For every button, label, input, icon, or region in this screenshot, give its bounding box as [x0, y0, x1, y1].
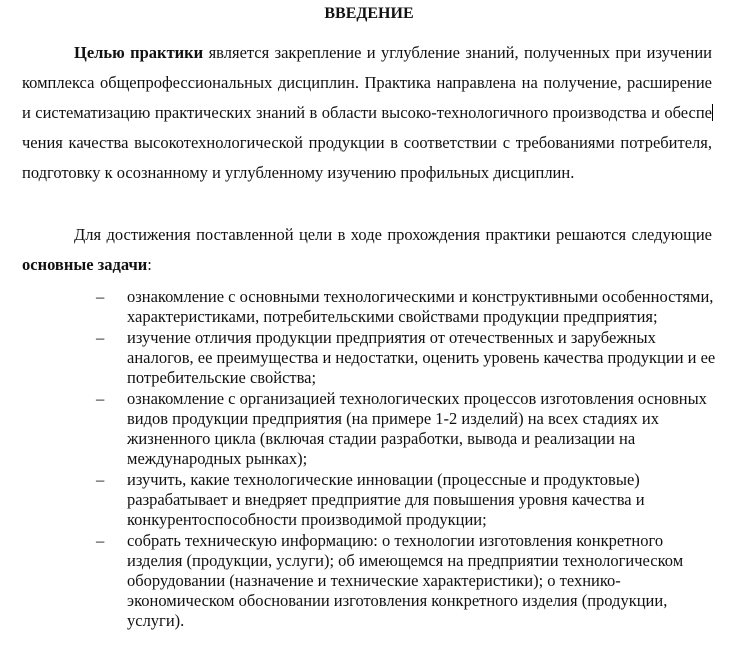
- intro-bold-lead: Целью практики: [74, 43, 204, 62]
- task-text: изучить, какие технологические инновации (процессные и продуктовые) разрабатывает и внедряет предприятие для повышения уровня качества и конкурентоспособности производимой продукции;: [127, 470, 645, 529]
- list-item[interactable]: [96, 531, 716, 631]
- list-item[interactable]: [96, 470, 716, 530]
- bullet-dash: –: [96, 470, 105, 489]
- task-text: ознакомление с основными технологическими и конструктивными особенностями, характеристиками, потребительскими свойствами продукции предприятия;: [127, 287, 714, 326]
- task-text: собрать техническую информацию: о технологии изготовления конкретного изделия (продукции, услуги); об имеющемся на предприятии технологическом оборудовании (назначение и технические характеристики); о технико-экономическом обосновании изготовления конкретного изделия (продукции, услуги).: [127, 531, 684, 630]
- task-text: ознакомление с организацией технологических процессов изготовления основных видов продукции предприятия (на примере 1-2 изделий) на всех стадиях их жизненного цикла (включая стадии разработки, вывода и реализации на международных рынках);: [127, 389, 707, 468]
- bullet-dash: –: [96, 531, 105, 550]
- intro-text-part1: является закрепление и углубление знаний, полученных при изучении комплекса общепрофессиональных дисциплин. Практика направлена на получение, расширение и систематизацию практических знаний в области высоко-технологичного производства и обеспе: [22, 43, 712, 122]
- intro-text-part2: чения качества высокотехнологической продукции в соответствии с требованиями потребителя, подготовку к осознанному и углубленному изучению профильных дисциплин.: [22, 133, 712, 182]
- tasks-intro-tail: :: [147, 255, 152, 274]
- list-item[interactable]: [96, 328, 716, 388]
- bullet-dash: –: [96, 328, 105, 347]
- tasks-intro-paragraph[interactable]: [22, 220, 712, 280]
- intro-paragraph[interactable]: [22, 38, 712, 188]
- document-heading: ВВЕДЕНИЕ: [324, 5, 414, 22]
- tasks-intro-bold: основные задачи: [22, 255, 148, 274]
- list-item[interactable]: [96, 389, 716, 469]
- list-item[interactable]: [96, 287, 716, 327]
- tasks-intro-text: Для достижения поставленной цели в ходе прохождения практики решаются следующие: [74, 225, 712, 244]
- text-cursor: [712, 104, 713, 121]
- bullet-dash: –: [96, 287, 105, 306]
- bullet-dash: –: [96, 389, 105, 408]
- tasks-list: [96, 287, 716, 632]
- task-text: изучение отличия продукции предприятия от отечественных и зарубежных аналогов, ее преимущества и недостатки, оценить уровень качества продукции и ее потребительские свойства;: [127, 328, 716, 387]
